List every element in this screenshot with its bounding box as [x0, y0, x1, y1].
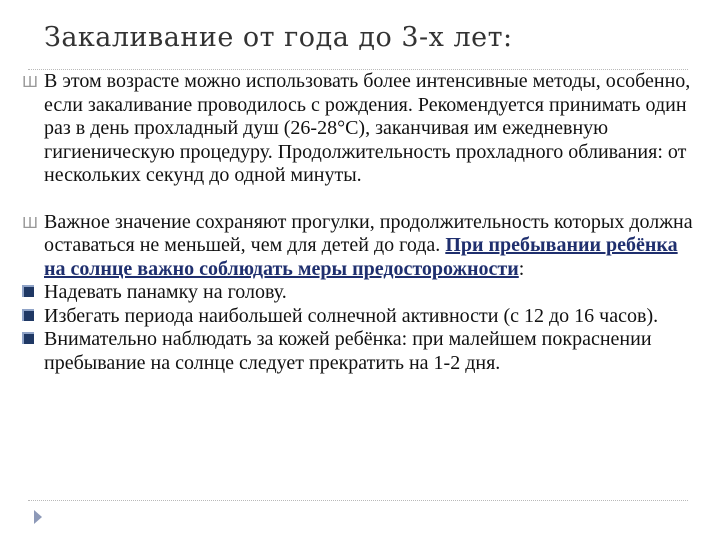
square-bullet-icon: [22, 285, 34, 297]
square-bullet-icon: [22, 309, 34, 321]
square-bullet-icon: [22, 332, 34, 344]
paragraph-2-text: Важное значение сохраняют прогулки, продолжительность которых должна оставаться не меньшей, чем для детей до года.: [44, 210, 693, 256]
next-slide-arrow-icon[interactable]: [34, 510, 42, 524]
wingding-bullet-icon: Ш: [22, 213, 39, 232]
paragraph-2-tail: :: [518, 257, 525, 280]
paragraph-1-text: В этом возрасте можно использовать более интенсивные методы, особенно, если закаливание проводилось с рождения. Рекомендуется принимать один раз в день прохладный душ (26-28°С), заканчивая им ежедневную гигиеническую процедуру. Продолжительность прохладного обливания: от нескольких секунд до одной минуты.: [44, 70, 691, 186]
slide-content: [22, 70, 698, 375]
wingding-bullet-icon: Ш: [22, 73, 39, 91]
bottom-divider: [28, 500, 688, 501]
list-item: [22, 328, 698, 375]
paragraph-2: [22, 211, 698, 282]
paragraph-1: [22, 70, 698, 188]
list-item-text: Надевать панамку на голову.: [44, 281, 287, 303]
precautions-emphasis: При пребывании ребёнка на солнце важно соблюдать меры предосторожности: [44, 234, 678, 280]
list-item: [22, 305, 698, 329]
list-item-text: Избегать периода наибольшей солнечной активности (с 12 до 16 часов).: [44, 304, 659, 327]
list-item-text: Внимательно наблюдать за кожей ребёнка: при малейшем покраснении пребывание на солнце следует прекратить на 1-2 дня.: [44, 328, 652, 374]
slide-title: Закаливание от года до 3-х лет:: [44, 22, 513, 53]
list-item: [22, 281, 698, 305]
